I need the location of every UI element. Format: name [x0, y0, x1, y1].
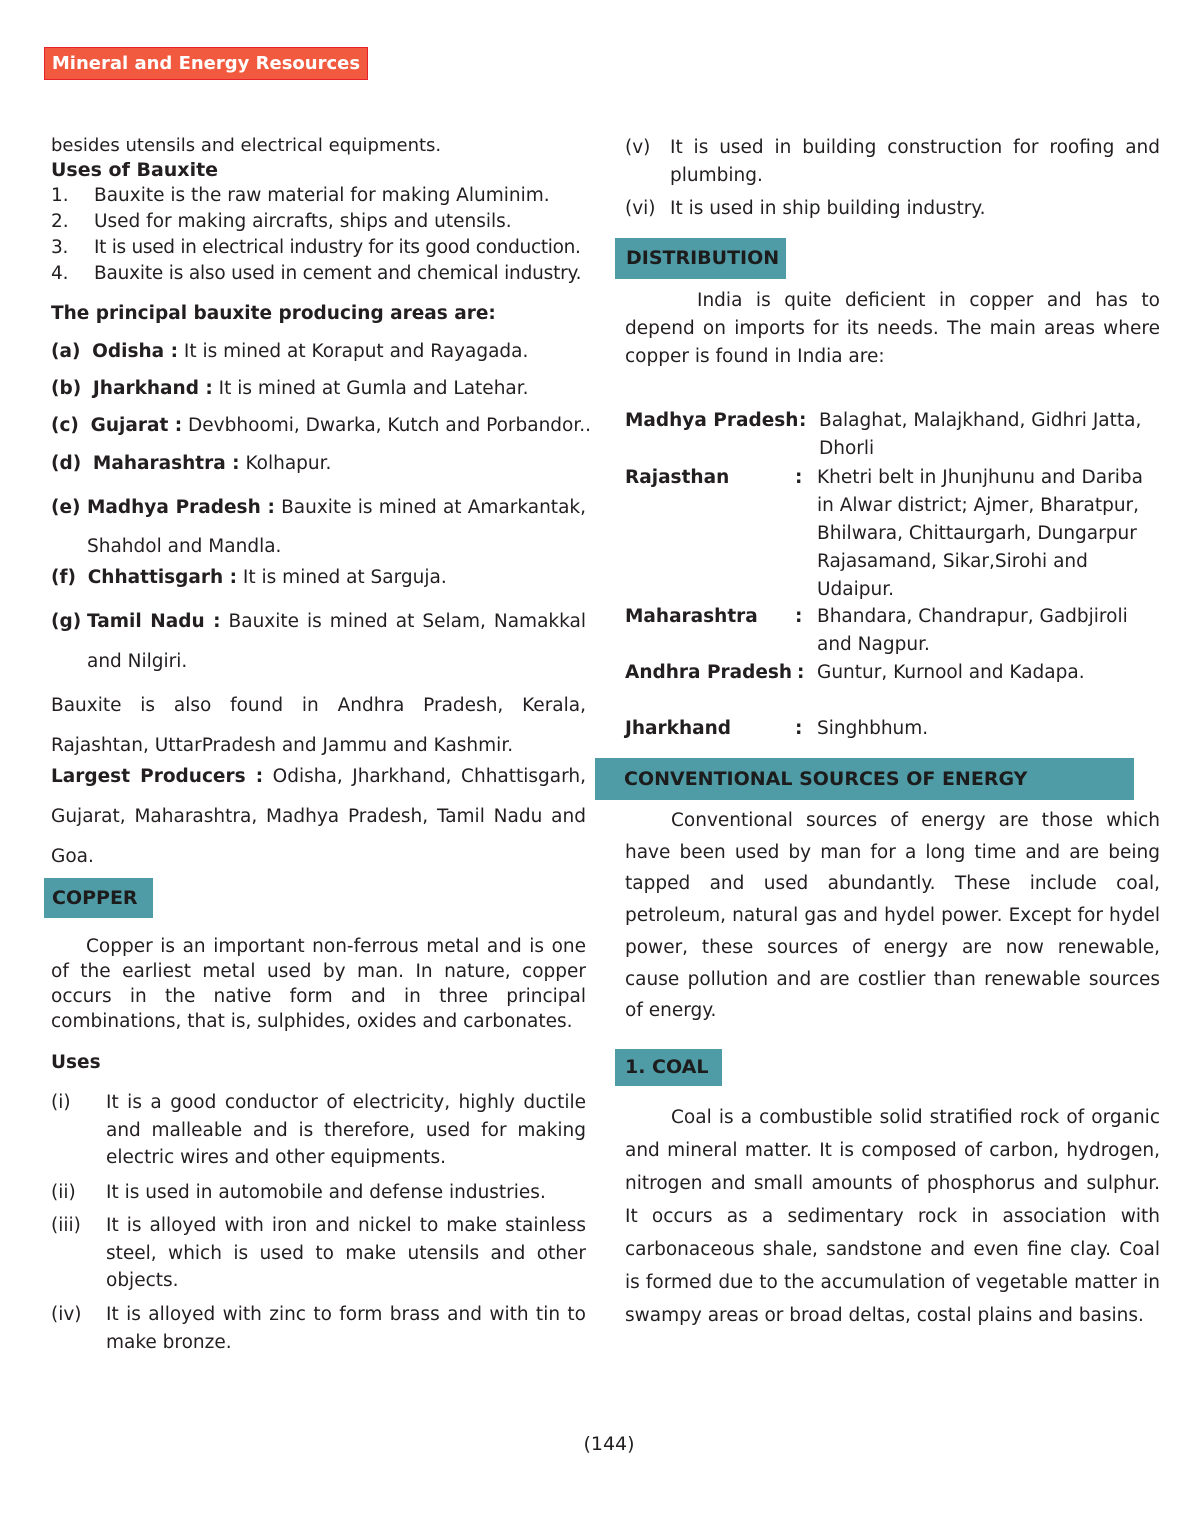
- state-name: Maharashtra: [625, 606, 758, 627]
- item-text: Devbhoomi, Dwarka, Kutch and Porbandor..: [182, 415, 592, 436]
- item-number: 3.: [51, 237, 69, 258]
- state-name: Odisha :: [92, 341, 178, 362]
- list-item: [51, 183, 550, 209]
- item-number: (a): [51, 341, 81, 362]
- separator: :: [797, 662, 805, 683]
- intro-text: besides utensils and electrical equipments.: [51, 135, 442, 156]
- area-item: [51, 413, 591, 439]
- list-item: [51, 235, 581, 261]
- item-number: (i): [51, 1092, 71, 1113]
- item-number: (g): [51, 611, 82, 632]
- uses-heading: Uses: [51, 1052, 101, 1073]
- item-text: It is a good conductor of electricity, highly ductile and malleable and is therefore, used for making electric wires and other equipments.: [106, 1092, 586, 1168]
- list-item: [625, 195, 1160, 223]
- largest-producers-para: [51, 757, 586, 877]
- also-found-para: Bauxite is also found in Andhra Pradesh, Kerala, Rajashtan, UttarPradesh and Jammu and Kashmir.: [51, 695, 586, 756]
- item-number: (b): [51, 378, 82, 399]
- list-item: [51, 209, 512, 235]
- places: Singhbhum.: [817, 718, 929, 739]
- item-text: It is used in ship building industry.: [670, 198, 986, 219]
- item-number: (f): [51, 567, 76, 588]
- copper-heading: COPPER: [44, 878, 153, 918]
- item-text: Used for making aircrafts, ships and utensils.: [94, 211, 512, 232]
- item-text: It is used in electrical industry for its good conduction.: [94, 237, 581, 258]
- item-text: It is used in automobile and defense industries.: [106, 1182, 546, 1203]
- item-text: It is mined at Sarguja.: [237, 567, 447, 588]
- coal-para: Coal is a combustible solid stratified rock of organic and mineral matter. It is composed of carbon, hydrogen, nitrogen and small amounts of phosphorus and sulphur. It occurs as a sedimentary rock in association with carbonaceous shale, sandstone and even fine clay. Coal is formed due to the accumulation of vegetable matter in swampy areas or broad deltas, costal plains and basins.: [625, 1107, 1160, 1326]
- item-number: (iii): [51, 1215, 81, 1236]
- largest-producers-label: Largest Producers :: [51, 766, 264, 787]
- state-name: Jharkhand: [625, 718, 732, 739]
- list-item: [51, 261, 581, 287]
- state-name: Jharkhand :: [92, 378, 213, 399]
- largest-producers-text: Odisha, Jharkhand, Chhattisgarh, Gujarat, Maharashtra, Madhya Pradesh, Tamil Nadu and Goa.: [51, 766, 587, 867]
- item-text: It is used in building construction for roofing and plumbing.: [670, 137, 1160, 186]
- state-name: Madhya Pradesh: [625, 410, 799, 431]
- page-number: (144): [583, 1433, 635, 1455]
- area-item: [51, 339, 528, 365]
- list-item: [625, 134, 1160, 190]
- item-number: 1.: [51, 185, 69, 206]
- item-text: It is mined at Gumla and Latehar.: [212, 378, 529, 399]
- separator: :: [799, 410, 807, 431]
- distribution-heading: DISTRIBUTION: [615, 238, 786, 279]
- places: Khetri belt in Jhunjhunu and Dariba in Alwar district; Ajmer, Bharatpur, Bhilwara, Chittaurgarh, Dungarpur Rajasamand, Sikar,Sirohi and Udaipur.: [817, 467, 1143, 600]
- item-text: It is mined at Koraput and Rayagada.: [178, 341, 529, 362]
- places: Bhandara, Chandrapur, Gadbjiroli and Nagpur.: [817, 606, 1128, 655]
- places: Guntur, Kurnool and Kadapa.: [817, 662, 1085, 683]
- coal-heading: 1. COAL: [615, 1049, 722, 1086]
- separator: :: [795, 467, 803, 488]
- item-number: (vi): [625, 198, 656, 219]
- chapter-header: Mineral and Energy Resources: [44, 47, 368, 80]
- item-number: (v): [625, 137, 651, 158]
- separator: :: [795, 606, 803, 627]
- separator: :: [795, 718, 803, 739]
- item-number: (iv): [51, 1304, 82, 1325]
- area-item: [51, 602, 586, 682]
- state-name: Andhra Pradesh: [625, 662, 793, 683]
- area-item: [51, 376, 529, 402]
- item-number: (e): [51, 497, 81, 518]
- list-item: [51, 1301, 586, 1356]
- item-text: Bauxite is mined at Amarkantak, Shahdol and Mandla.: [87, 497, 586, 557]
- area-item: [51, 565, 447, 591]
- state-name: Chhattisgarh :: [87, 567, 238, 588]
- item-text: Bauxite is also used in cement and chemical industry.: [94, 263, 582, 284]
- item-text: Kolhapur.: [239, 453, 332, 474]
- list-item: [51, 1212, 586, 1295]
- item-number: 4.: [51, 263, 69, 284]
- distribution-para: India is quite deficient in copper and has to depend on imports for its needs. The main areas where copper is found in India are:: [625, 290, 1160, 367]
- list-item: [51, 1089, 586, 1172]
- item-number: (d): [51, 453, 82, 474]
- item-number: (ii): [51, 1182, 76, 1203]
- item-number: 2.: [51, 211, 69, 232]
- list-item: [51, 1179, 586, 1207]
- item-text: Bauxite is mined at Selam, Namakkal and Nilgiri.: [87, 611, 586, 672]
- uses-bauxite-heading: Uses of Bauxite: [51, 159, 219, 181]
- state-name: Tamil Nadu :: [87, 611, 221, 632]
- state-name: Rajasthan: [625, 467, 730, 488]
- copper-para: Copper is an important non-ferrous metal and is one of the earliest metal used by man. In nature, copper occurs in the native form and in three principal combinations, that is, sulphides, oxides and carbonates.: [51, 936, 586, 1032]
- area-item: [51, 488, 586, 566]
- state-name: Gujarat :: [90, 415, 183, 436]
- conventional-energy-heading: CONVENTIONAL SOURCES OF ENERGY: [595, 758, 1134, 800]
- item-number: (c): [51, 415, 79, 436]
- conventional-energy-para: Conventional sources of energy are those which have been used by man for a long time and are being tapped and used abundantly. These include coal, petroleum, natural gas and hydel power. Except for hydel power, these sources of energy are now renewable, cause pollution and are costlier than renewable sources of energy.: [625, 810, 1160, 1022]
- areas-heading: The principal bauxite producing areas are:: [51, 303, 496, 324]
- item-text: It is alloyed with zinc to form brass and with tin to make bronze.: [106, 1304, 586, 1353]
- state-name: Madhya Pradesh :: [87, 497, 275, 518]
- state-name: Maharashtra :: [92, 453, 240, 474]
- item-text: Bauxite is the raw material for making Aluminim.: [94, 185, 550, 206]
- area-item: [51, 451, 331, 477]
- item-text: It is alloyed with iron and nickel to make stainless steel, which is used to make utensils and other objects.: [106, 1215, 586, 1291]
- places: Balaghat, Malajkhand, Gidhri Jatta, Dhorli: [819, 410, 1142, 459]
